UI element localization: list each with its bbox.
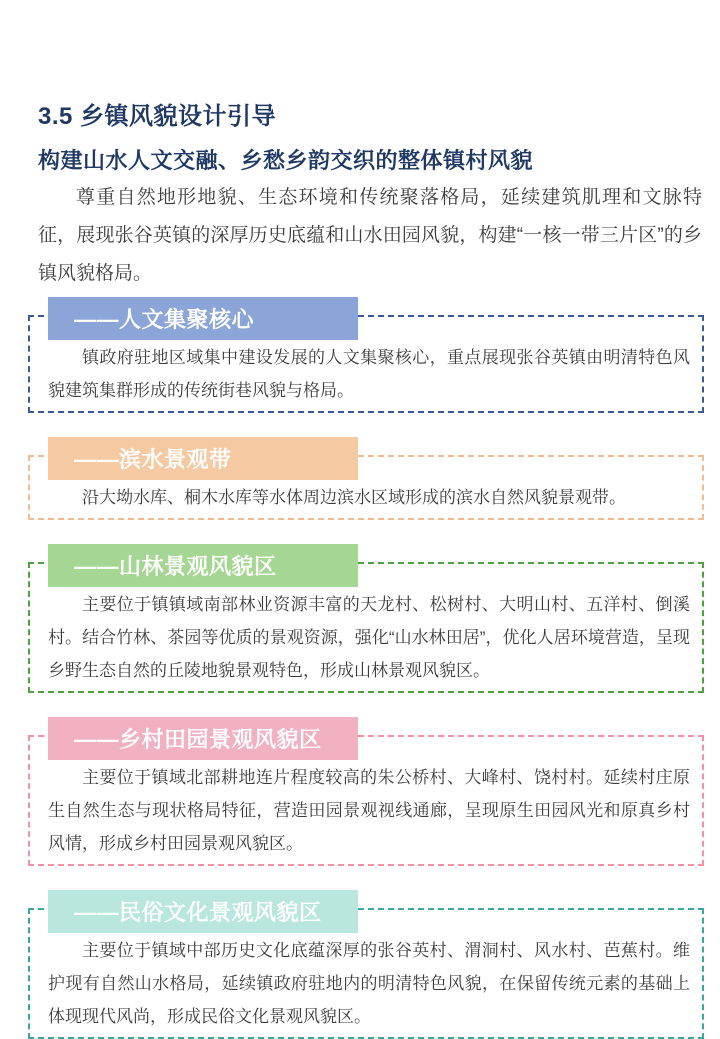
section-body-text: 主要位于镇域北部耕地连片程度较高的朱公桥村、大峰村、饶村村。延续村庄原生自然生态与现状格局特征，营造田园景观视线通廊，呈现原生田园风光和原真乡村风情，形成乡村田园景观风貌区。 <box>48 768 690 853</box>
section-banner-title: ——人文集聚核心 <box>74 307 255 332</box>
section-waterfront-belt <box>28 437 704 520</box>
section-banner-forest-landscape <box>48 544 358 587</box>
intro-paragraph: 尊重自然地形地貌、生态环境和传统聚落格局，延续建筑肌理和文脉特征，展现张谷英镇的深厚历史底蕴和山水田园风貌，构建“一核一带三片区”的乡镇风貌格局。 <box>38 187 702 284</box>
section-folk-culture <box>28 890 704 1039</box>
section-banner-title: ——民俗文化景观风貌区 <box>74 900 322 925</box>
section-banner-title: ——滨水景观带 <box>74 447 232 472</box>
section-body-text: 主要位于镇镇域南部林业资源丰富的天龙村、松树村、大明山村、五洋村、倒溪村。结合竹林、茶园等优质的景观资源，强化“山水林田居”，优化人居环境营造，呈现乡野生态自然的丘陵地貌景观特色，形成山林景观风貌区。 <box>48 595 690 680</box>
section-body-text: 主要位于镇域中部历史文化底蕴深厚的张谷英村、渭洞村、风水村、芭蕉村。维护现有自然山水格局，延续镇政府驻地内的明清特色风貌，在保留传统元素的基础上体现现代风尚，形成民俗文化景观风貌区。 <box>48 941 690 1026</box>
section-body-text: 沿大坳水库、桐木水库等水体周边滨水区域形成的滨水自然风貌景观带。 <box>82 488 626 507</box>
section-banner-title: ——乡村田园景观风貌区 <box>74 727 322 752</box>
section-subheading: 构建山水人文交融、乡愁乡韵交织的整体镇村风貌 <box>38 148 534 173</box>
section-banner-title: ——山林景观风貌区 <box>74 554 277 579</box>
section-banner-waterfront-belt <box>48 437 358 480</box>
section-body-text: 镇政府驻地区域集中建设发展的人文集聚核心，重点展现张谷英镇由明清特色风貌建筑集群形成的传统街巷风貌与格局。 <box>48 348 690 400</box>
section-forest-landscape <box>28 544 704 693</box>
section-banner-rural-pastoral <box>48 717 358 760</box>
section-banner-folk-culture <box>48 890 358 933</box>
section-rural-pastoral <box>28 717 704 866</box>
section-heading: 3.5 乡镇风貌设计引导 <box>38 103 277 130</box>
section-humanistic-core <box>28 297 704 413</box>
section-banner-humanistic-core <box>48 297 358 340</box>
